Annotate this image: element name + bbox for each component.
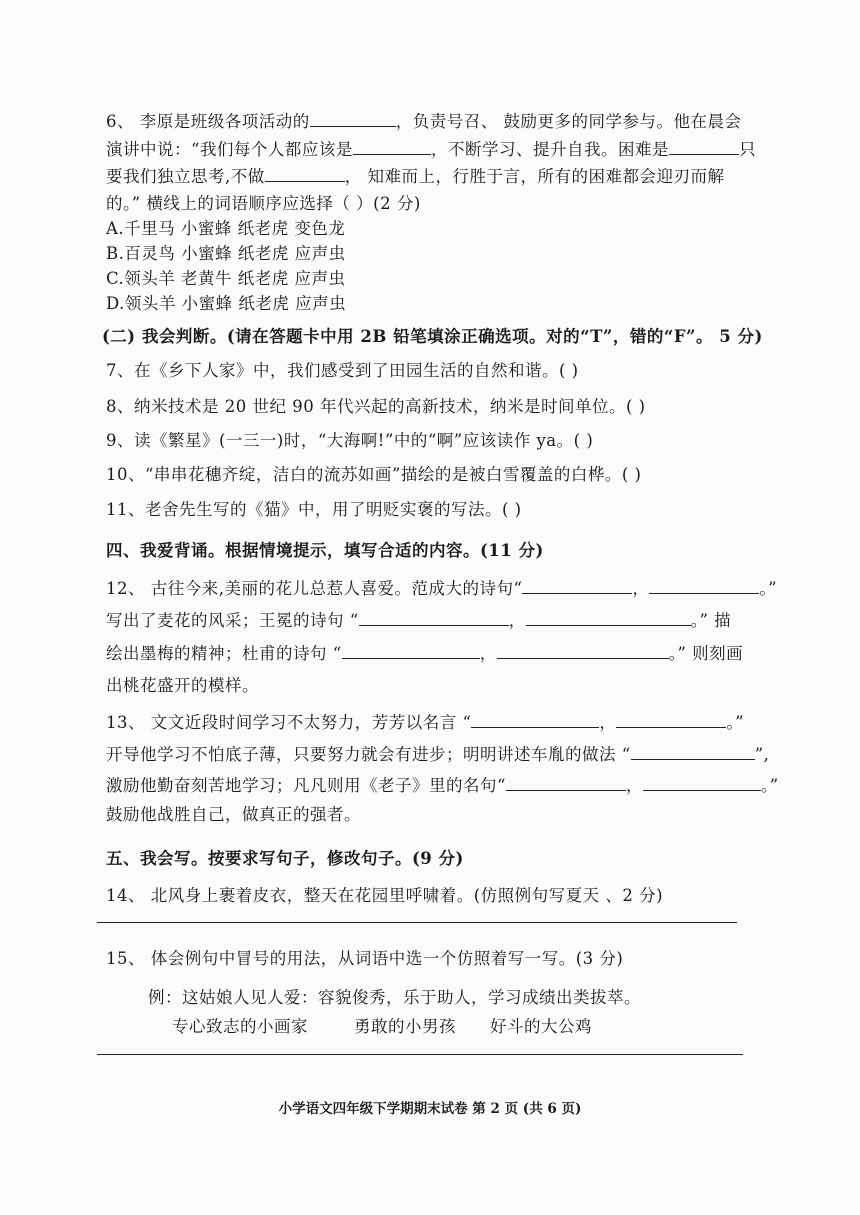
- q15-word-1: 专心致志的小画家: [172, 1017, 308, 1036]
- answer-blank[interactable]: [616, 713, 726, 728]
- q6-line-1: 6、 李原是班级各项活动的 ，负责号召、 鼓励更多的同学参与。他在晨会: [106, 112, 742, 131]
- q12-line-2: 写出了麦花的风采；王冕的诗句 “ ， 。” 描: [106, 611, 732, 630]
- judge-item-9: 9、读《繁星》(一三一)时，“大海啊!”中的“啊”应该读作 ya。( ): [106, 431, 594, 450]
- q14-prompt: 14、 北风身上裹着皮衣，整天在花园里呼啸着。(仿照例句写夏天 、2 分): [106, 886, 664, 905]
- q15-word-3: 好斗的大公鸡: [490, 1017, 592, 1036]
- q13-line-2: 开导他学习不怕底子薄，只要努力就会有进步；明明讲述车胤的做法 “ ”,: [106, 745, 770, 764]
- q13-line-1: 13、 文文近段时间学习不太努力，芳芳以名言 “ ， 。”: [106, 713, 745, 732]
- q6-line-4: 的。” 横线上的词语顺序应选择（ ）(2 分): [106, 194, 421, 213]
- judge-heading: (二) 我会判断。(请在答题卡中用 2B 铅笔填涂正确选项。对的“T”，错的“F”。 5 分): [102, 327, 763, 346]
- q14-answer-line[interactable]: [97, 922, 737, 923]
- judge-item-11: 11、老舍先生写的《猫》中，用了明贬实褒的写法。( ): [106, 500, 522, 519]
- answer-blank[interactable]: [526, 611, 691, 626]
- q12-line-3: 绘出墨梅的精神；杜甫的诗句 “ ， 。” 则刻画: [106, 644, 744, 663]
- q12-line-4: 出桃花盛开的模样。: [106, 676, 259, 695]
- judge-item-8: 8、纳米技术是 20 世纪 90 年代兴起的高新技术，纳米是时间单位。( ): [106, 397, 646, 416]
- answer-blank[interactable]: [497, 644, 669, 659]
- q6-line-2: 演讲中说：“我们每个人都应该是 ，不断学习、提升自我。困难是 只: [106, 140, 756, 159]
- judge-item-10: 10、“串串花穗齐绽，洁白的流苏如画”描绘的是被白雪覆盖的白桦。( ): [106, 465, 642, 484]
- q6-option-a: A.千里马 小蜜蜂 纸老虎 变色龙: [106, 219, 346, 238]
- judge-item-7: 7、在《乡下人家》中，我们感受到了田园生活的自然和谐。( ): [106, 361, 579, 380]
- q6-option-c: C.领头羊 老黄牛 纸老虎 应声虫: [106, 269, 346, 288]
- answer-blank[interactable]: [265, 167, 345, 182]
- answer-blank[interactable]: [471, 713, 599, 728]
- q13-line-3: 激励他勤奋刻苦地学习；凡凡则用《老子》里的名句“ ， 。”: [106, 776, 779, 795]
- q6-line-3: 要我们独立思考,不做 ， 知难而上，行胜于言，所有的困难都会迎刃而解: [106, 167, 725, 186]
- q15-word-2: 勇敢的小男孩: [354, 1017, 456, 1036]
- answer-blank[interactable]: [643, 776, 761, 791]
- page-footer: 小学语文四年级下学期期末试卷 第 2 页 (共 6 页): [278, 1101, 582, 1117]
- answer-blank[interactable]: [353, 140, 431, 155]
- q15-example: 例：这姑娘人见人爱：容貌俊秀，乐于助人，学习成绩出类拔萃。: [148, 988, 641, 1007]
- answer-blank[interactable]: [522, 579, 632, 594]
- q15-answer-line[interactable]: [97, 1054, 743, 1055]
- answer-blank[interactable]: [649, 579, 759, 594]
- answer-blank[interactable]: [310, 112, 396, 127]
- answer-blank[interactable]: [342, 644, 480, 659]
- q6-option-d: D.领头羊 小蜜蜂 纸老虎 应声虫: [106, 294, 347, 313]
- q6-option-b: B.百灵鸟 小蜜蜂 纸老虎 应声虫: [106, 244, 346, 263]
- answer-blank[interactable]: [669, 140, 739, 155]
- answer-blank[interactable]: [631, 745, 755, 760]
- answer-blank[interactable]: [359, 611, 509, 626]
- q15-prompt: 15、 体会例句中冒号的用法，从词语中选一个仿照着写一写。(3 分): [106, 949, 624, 968]
- q12-line-1: 12、 古往今来,美丽的花儿总惹人喜爱。范成大的诗句“ ， 。”: [106, 579, 778, 598]
- sec4-heading: 四、我爱背诵。根据情境提示，填写合适的内容。(11 分): [106, 541, 544, 560]
- q13-line-4: 鼓励他战胜自己，做真正的强者。: [106, 805, 361, 824]
- sec5-heading: 五、我会写。按要求写句子，修改句子。(9 分): [106, 849, 464, 868]
- answer-blank[interactable]: [506, 776, 626, 791]
